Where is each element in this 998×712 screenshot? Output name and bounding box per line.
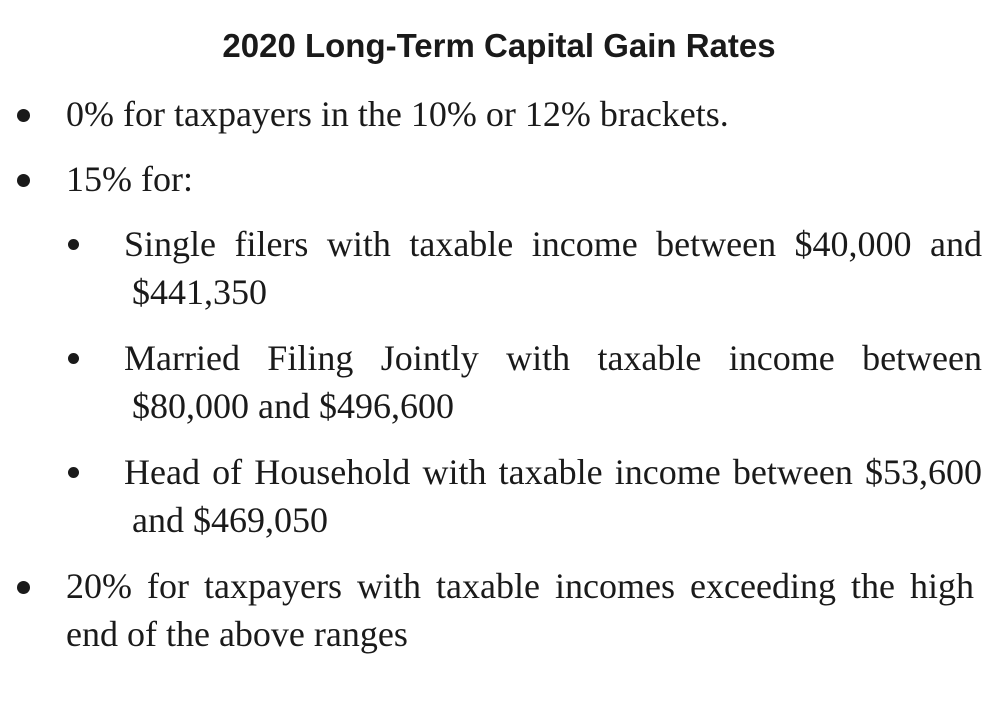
bullet-icon <box>68 239 79 250</box>
bullet-icon <box>68 467 79 478</box>
sub-list-item-married <box>0 334 998 430</box>
list-item-zero-percent <box>0 90 998 138</box>
bullet-icon <box>17 174 30 187</box>
sub-list-item-text: Head of Household with taxable income between $53,600 and $469,050 <box>124 452 982 540</box>
sub-list-item-text: Married Filing Jointly with taxable income between $80,000 and $496,600 <box>124 338 982 426</box>
list-item-fifteen-percent <box>0 155 998 203</box>
sub-list-item-head-of-household <box>0 448 998 544</box>
bullet-icon <box>17 109 30 122</box>
bullet-icon <box>17 581 30 594</box>
list-item-text: 0% for taxpayers in the 10% or 12% brackets. <box>66 94 729 134</box>
bullet-icon <box>68 353 79 364</box>
page-title: 2020 Long-Term Capital Gain Rates <box>222 27 776 64</box>
list-item-text: 15% for: <box>66 159 193 199</box>
sub-list-item-single <box>0 220 998 316</box>
list-item-text: 20% for taxpayers with taxable incomes exceeding the high end of the above ranges <box>66 566 974 654</box>
sub-list-item-text: Single filers with taxable income between $40,000 and $441,350 <box>124 224 982 312</box>
list-item-twenty-percent <box>0 562 998 658</box>
